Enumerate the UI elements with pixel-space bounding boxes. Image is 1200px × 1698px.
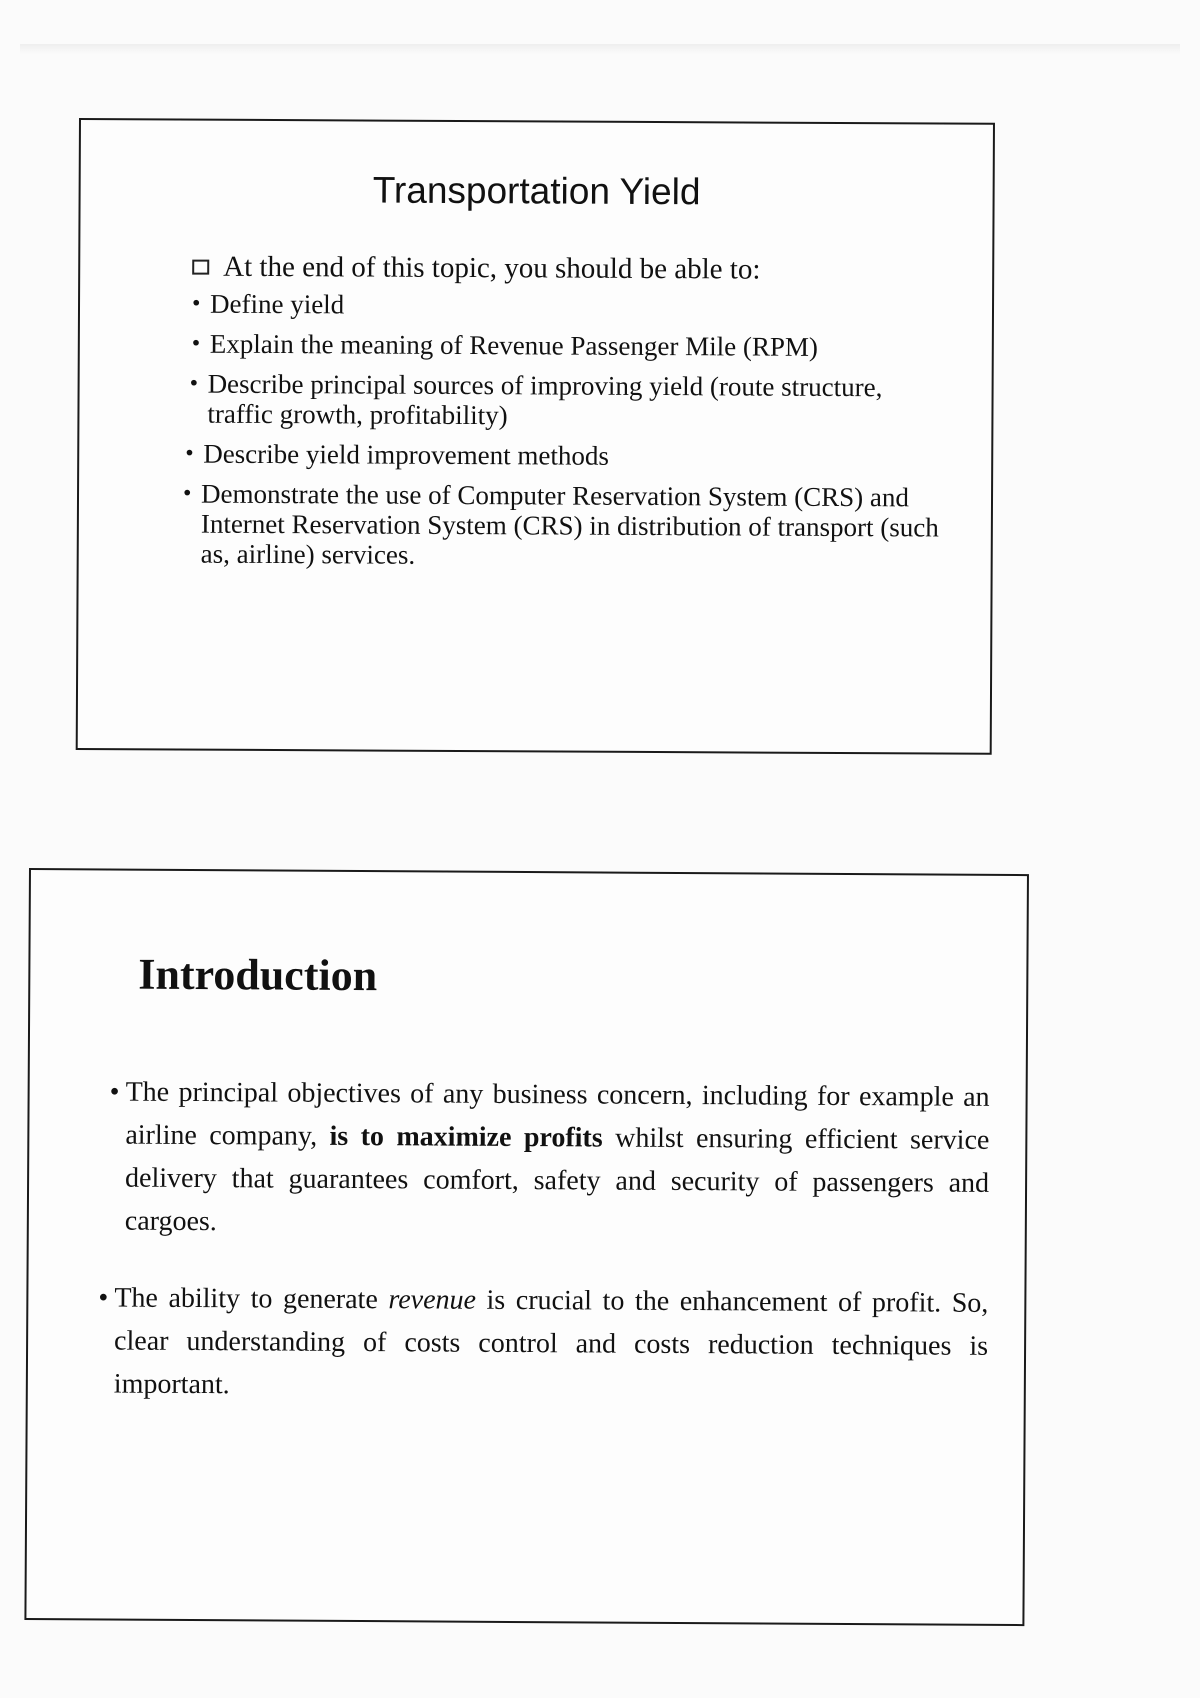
slide-introduction bbox=[24, 868, 1029, 1626]
list-item: • Describe principal sources of improving yield (route structure, traffic growth, profitability) bbox=[189, 369, 951, 433]
emphasis-text: revenue bbox=[388, 1284, 477, 1316]
text-run: is crucial to the enhancement of profit. So, clear understanding of costs control and costs reduction techniques is important. bbox=[113, 1284, 989, 1401]
slide-transportation-yield bbox=[76, 118, 995, 755]
list-item: • Explain the meaning of Revenue Passenger Mile (RPM) bbox=[192, 329, 952, 363]
text-run: The ability to generate bbox=[114, 1282, 389, 1316]
list-item: • Define yield bbox=[192, 289, 952, 323]
slide-title: Transportation Yield bbox=[372, 169, 701, 213]
list-item bbox=[98, 1276, 989, 1410]
list-item bbox=[109, 1070, 990, 1247]
slide-body bbox=[191, 249, 953, 583]
text-run: The principal objectives of any business concern, including for example an airline company, bbox=[125, 1076, 990, 1152]
slide-title: Introduction bbox=[138, 949, 378, 1001]
objectives-list bbox=[191, 289, 952, 573]
introduction-list bbox=[108, 1070, 990, 1410]
objectives-intro-text: At the end of this topic, you should be able to: bbox=[223, 250, 761, 286]
emphasis-text: is to maximize profits bbox=[329, 1120, 603, 1154]
text-run: whilst ensuring efficient service delivery that guarantees comfort, safety and security of passengers and cargoes. bbox=[124, 1122, 990, 1238]
checkbox-bullet-icon bbox=[192, 259, 209, 274]
objectives-intro bbox=[192, 249, 952, 289]
list-item: • Describe yield improvement methods bbox=[185, 439, 951, 473]
scan-shadow bbox=[20, 44, 1180, 54]
list-item: • Demonstrate the use of Computer Reservation System (CRS) and Internet Reservation System (CRS) in distribution of transport (such as, airline) services. bbox=[183, 479, 951, 573]
